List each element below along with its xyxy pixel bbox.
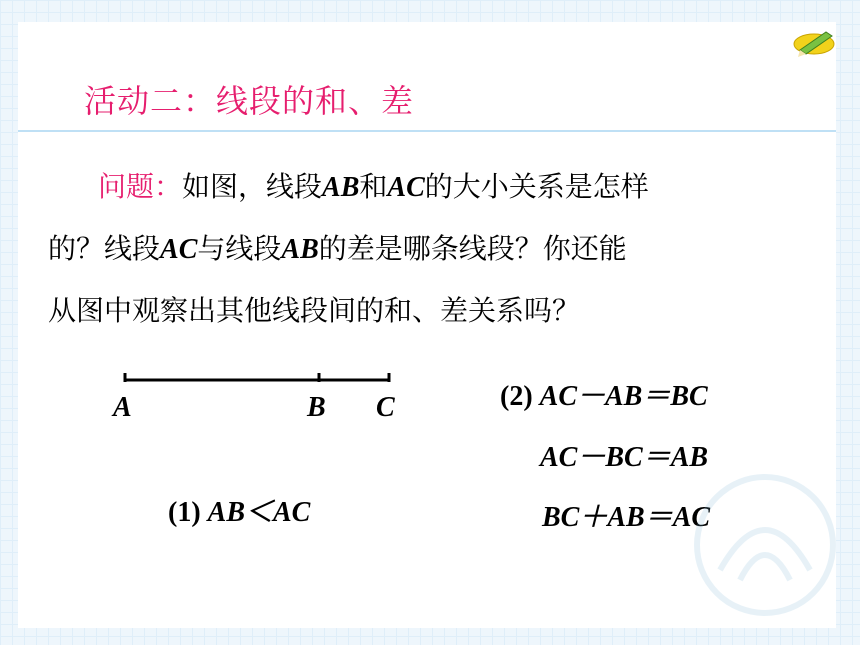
answer-expression: AB＜AC xyxy=(207,497,311,528)
text: 的大小关系是怎样 xyxy=(424,170,649,203)
segment-ab: AB xyxy=(322,172,360,203)
point-label-b: B xyxy=(307,392,326,423)
text: 的？线段 xyxy=(48,232,161,265)
answer-1 xyxy=(168,490,310,530)
text: 的差是哪条线段？你还能 xyxy=(318,232,627,265)
answer-number: (2) xyxy=(500,381,540,412)
answer-2-line-3: BC＋AB＝AC xyxy=(542,502,711,533)
line-segment-figure xyxy=(105,360,405,390)
page-title: 活动二：线段的和、差 xyxy=(84,82,415,120)
answer-expression: AC－AB＝BC xyxy=(539,381,708,412)
segment-ab: AB xyxy=(281,234,319,265)
text: 与线段 xyxy=(197,232,282,265)
watermark-logo xyxy=(690,470,840,620)
point-label-c: C xyxy=(376,392,395,423)
question-label: 问题： xyxy=(98,170,183,203)
pencil-logo-icon xyxy=(790,22,840,62)
segment-ac: AC xyxy=(387,172,425,203)
text: 如图，线段 xyxy=(182,170,323,203)
question-line-3: 从图中观察出其他线段间的和、差关系吗？ xyxy=(48,294,581,327)
point-label-a: A xyxy=(113,392,132,423)
text: 和 xyxy=(359,170,388,203)
answer-2 xyxy=(500,374,708,414)
answer-number: (1) xyxy=(168,497,208,528)
question-line-1 xyxy=(98,165,649,205)
answer-2-line-2: AC－BC＝AB xyxy=(540,442,709,473)
question-line-2 xyxy=(48,227,627,267)
segment-ac: AC xyxy=(160,234,198,265)
